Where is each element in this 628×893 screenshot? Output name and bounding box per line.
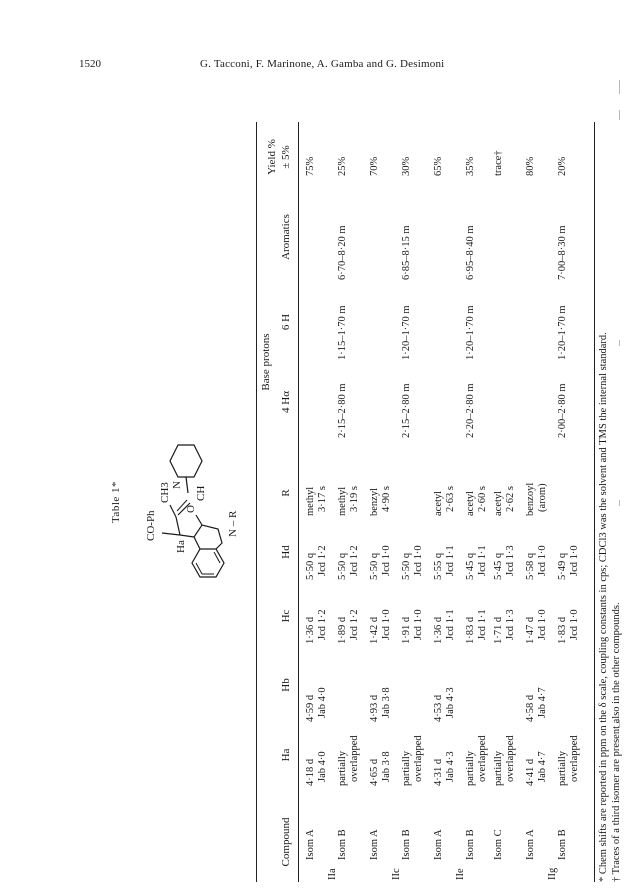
cell-base6: 1·20–1·70 m <box>401 305 412 360</box>
cell-r1: benzoyl <box>525 482 536 516</box>
cell-hd1: 5·50 q <box>401 552 412 580</box>
cell-ha1: 4·65 d <box>369 758 380 786</box>
cell-r2: 3·19 s <box>349 486 360 512</box>
cell-compound: Isom A <box>369 829 380 860</box>
table-top-rule <box>256 122 257 882</box>
cell-hd2: Jcd 1·0 <box>537 545 548 576</box>
cell-ha2: overlapped <box>505 735 516 782</box>
table-caption: Table 1* <box>110 480 122 524</box>
cell-hc1: 1·36 d <box>433 616 444 644</box>
cell-ha1: 4·31 d <box>433 758 444 786</box>
cell-compound: Isom A <box>433 829 444 860</box>
cell-hb2: Jab 4·3 <box>445 687 456 718</box>
cell-ha2: overlapped <box>413 735 424 782</box>
cell-hb1: 4·93 d <box>369 694 380 722</box>
cell-hc1: 1·83 d <box>465 616 476 644</box>
header-compound: Compound <box>280 817 292 867</box>
header-base-6h: 6 H <box>280 313 292 331</box>
running-authors: G. Tacconi, F. Marinone, A. Gamba and G. Desimoni <box>200 58 445 70</box>
cell-hd2: Jcd 1·1 <box>477 545 488 576</box>
cell-hc1: 1·91 d <box>401 616 412 644</box>
cell-hc2: Jcd 1·2 <box>349 609 360 640</box>
cell-compound: Isom A <box>525 829 536 860</box>
cell-r1: acetyl <box>493 490 504 516</box>
cell-hd1: 5·58 q <box>525 552 536 580</box>
struct-label-nr: N – R <box>227 510 239 537</box>
header-ha: Ha <box>280 748 292 762</box>
cell-hc1: 1·42 d <box>369 616 380 644</box>
cell-ha2: Jab 3·8 <box>381 751 392 782</box>
chemical-structure <box>132 407 252 597</box>
cell-hc2: Jcd 1·0 <box>537 609 548 640</box>
cell-hd2: Jcd 1·0 <box>413 545 424 576</box>
cell-hb2: Jab 4·0 <box>317 687 328 718</box>
struct-label-top: CO-Ph <box>145 510 157 541</box>
cell-yield: 80% <box>525 156 536 176</box>
header-yield-2: ± 5% <box>280 145 292 169</box>
cell-base6: 1·15–1·70 m <box>337 305 348 360</box>
cell-hd1: 5·50 q <box>337 552 348 580</box>
cell-compound: Isom B <box>465 829 476 860</box>
cell-base4: 2·15–2·80 m <box>337 383 348 438</box>
cell-hd2: Jcd 1·3 <box>505 545 516 576</box>
cell-hc2: Jcd 1·0 <box>569 609 580 640</box>
cell-hc1: 1·83 d <box>557 616 568 644</box>
cell-ha1: 4·18 d <box>305 758 316 786</box>
cell-arom: 6·95–8·40 m <box>465 225 476 280</box>
cell-r1: benzyl <box>369 488 380 516</box>
compound-group-name: IIc <box>391 868 402 880</box>
cell-r1: acetyl <box>465 490 476 516</box>
cell-ha1: 4·41 d <box>525 758 536 786</box>
cell-ha1: partially <box>337 751 348 786</box>
cell-compound: Isom B <box>337 829 348 860</box>
header-hc: Hc <box>280 609 292 623</box>
cell-hb1: 4·53 d <box>433 694 444 722</box>
cell-r1: methyl <box>337 486 348 516</box>
header-hb: Hb <box>280 678 292 692</box>
cell-hc2: Jcd 1·2 <box>317 609 328 640</box>
cell-compound: Isom B <box>401 829 412 860</box>
struct-label-ha: Ha <box>175 540 187 553</box>
compound-group-name: IIe <box>455 868 466 880</box>
struct-label-ch3: CH3 <box>159 482 171 503</box>
struct-label-n-ring: N <box>171 481 183 489</box>
cell-yield: 75% <box>305 156 316 176</box>
cell-hc2: Jcd 1·1 <box>445 609 456 640</box>
cell-base4: 2·20–2·80 m <box>465 383 476 438</box>
cell-hb2: Jab 3·8 <box>381 687 392 718</box>
cell-hb2: Jab 4·7 <box>537 687 548 718</box>
struct-label-chd: CH <box>195 485 207 501</box>
cell-base6: 1·20–1·70 m <box>465 305 476 360</box>
cell-r1: acetyl <box>433 490 444 516</box>
cell-ha1: partially <box>465 751 476 786</box>
footnote-2: † Traces of a third isomer are present also in the other compounds. <box>611 602 622 882</box>
page-number: 1520 <box>79 58 101 70</box>
cell-arom: 6·70–8·20 m <box>337 225 348 280</box>
cell-hd1: 5·45 q <box>493 552 504 580</box>
cell-hb1: 4·58 d <box>525 694 536 722</box>
cell-compound: Isom A <box>305 829 316 860</box>
cell-hd2: Jcd 1·0 <box>381 545 392 576</box>
cell-ha2: overlapped <box>349 735 360 782</box>
cell-base4: 2·15–2·80 m <box>401 383 412 438</box>
cell-ha2: Jab 4·0 <box>317 751 328 782</box>
cell-r2: (arom) <box>537 483 548 512</box>
cell-r2: 4·90 s <box>381 486 392 512</box>
cell-r2: 2·63 s <box>445 486 456 512</box>
footnote-1: * Chem shifts are reported in ppm on the δ scale, coupling constants in cps; CDCl3 was the solvent and TMS the internal standard. <box>598 332 609 882</box>
cell-hd2: Jcd 1·2 <box>317 545 328 576</box>
cell-r2: 2·60 s <box>477 486 488 512</box>
cell-arom: 7·00–8·30 m <box>557 225 568 280</box>
cell-base6: 1·20–1·70 m <box>557 305 568 360</box>
cell-yield: trace† <box>493 150 504 176</box>
cell-hc1: 1·71 d <box>493 616 504 644</box>
cell-yield: 70% <box>369 156 380 176</box>
compound-group-name: IIa <box>327 868 338 880</box>
cell-hd1: 5·55 q <box>433 552 444 580</box>
cell-ha2: overlapped <box>477 735 488 782</box>
cell-hd1: 5·50 q <box>369 552 380 580</box>
cell-r2: 3·17 s <box>317 486 328 512</box>
cell-ha1: partially <box>401 751 412 786</box>
cell-ha2: Jab 4·7 <box>537 751 548 782</box>
cell-hd1: 5·49 q <box>557 552 568 580</box>
table-bottom-rule <box>594 122 595 882</box>
cell-hd2: Jcd 1·0 <box>569 545 580 576</box>
cell-hb1: 4·59 d <box>305 694 316 722</box>
cell-r2: 2·62 s <box>505 486 516 512</box>
cell-arom: 6·85–8·15 m <box>401 225 412 280</box>
cell-hc1: 1·47 d <box>525 616 536 644</box>
cell-hc1: 1·36 d <box>305 616 316 644</box>
compound-group-name: IIg <box>547 867 558 880</box>
cell-base4: 2·00–2·80 m <box>557 383 568 438</box>
header-yield-1: Yield % <box>266 139 278 175</box>
header-aromatics: Aromatics <box>280 214 292 260</box>
cell-hc2: Jcd 1·1 <box>477 609 488 640</box>
header-base-4h: 4 Hα <box>280 391 292 413</box>
cell-r1: methyl <box>305 486 316 516</box>
cell-hc2: Jcd 1·0 <box>381 609 392 640</box>
cell-ha1: partially <box>557 751 568 786</box>
header-base-protons: Base protons <box>260 333 272 391</box>
struct-label-o: O <box>185 505 197 513</box>
cell-hd2: Jcd 1·2 <box>349 545 360 576</box>
table-header-rule <box>298 122 299 882</box>
cell-yield: 20% <box>557 156 568 176</box>
cell-compound: Isom B <box>557 829 568 860</box>
cell-compound: Isom C <box>493 829 504 860</box>
cell-yield: 30% <box>401 156 412 176</box>
header-r: R <box>280 489 292 497</box>
cell-hc2: Jcd 1·0 <box>413 609 424 640</box>
cell-ha2: overlapped <box>569 735 580 782</box>
cell-yield: 25% <box>337 156 348 176</box>
cell-hd2: Jcd 1·1 <box>445 545 456 576</box>
cell-yield: 65% <box>433 156 444 176</box>
cell-hd1: 5·45 q <box>465 552 476 580</box>
header-hd: Hd <box>280 545 292 559</box>
cell-yield: 35% <box>465 156 476 176</box>
cell-hd1: 5·50 q <box>305 552 316 580</box>
rotated-table-page <box>106 122 622 882</box>
cell-hc2: Jcd 1·3 <box>505 609 516 640</box>
page-header <box>0 58 628 74</box>
cell-hc1: 1·89 d <box>337 616 348 644</box>
cell-ha1: partially <box>493 751 504 786</box>
cell-ha2: Jab 4·3 <box>445 751 456 782</box>
